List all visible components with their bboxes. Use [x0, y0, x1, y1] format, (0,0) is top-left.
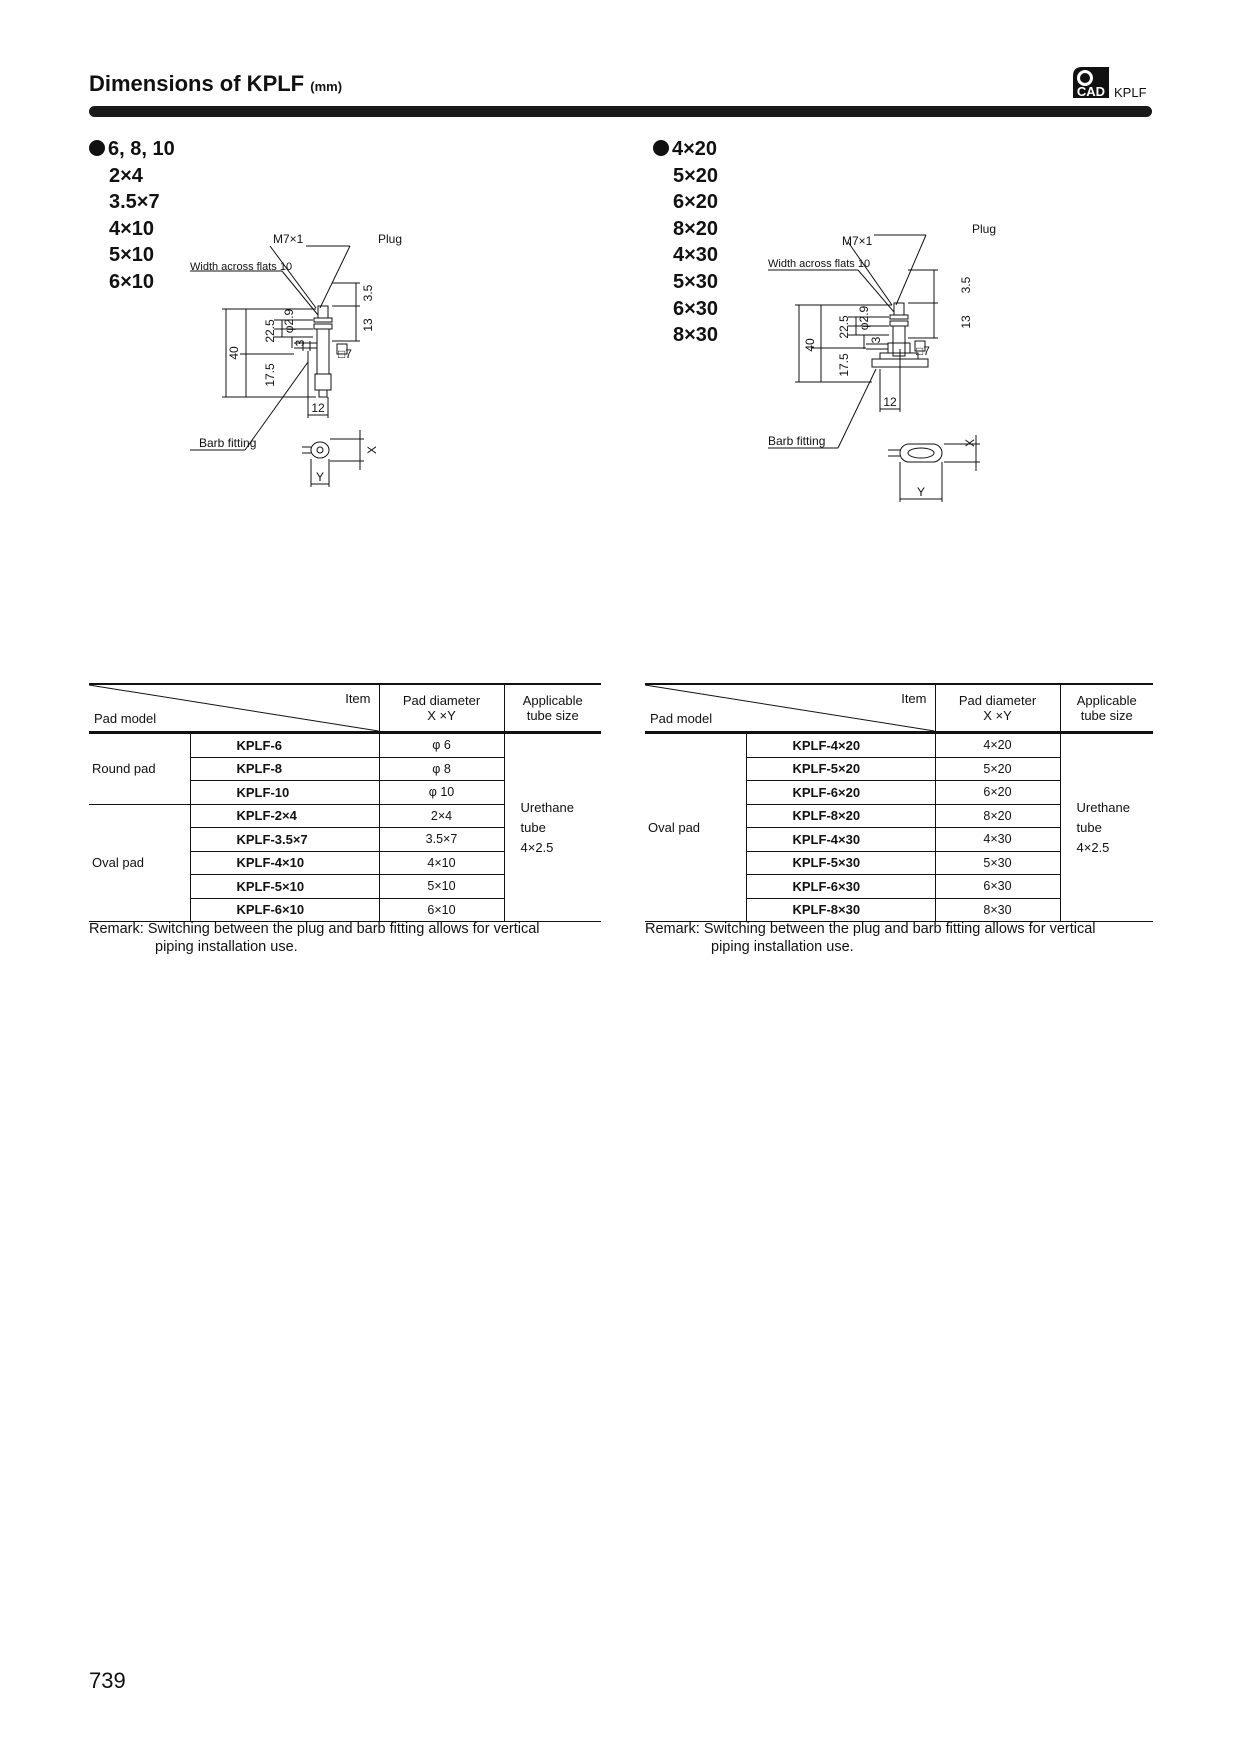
- cad-icon[interactable]: [1072, 66, 1110, 99]
- group-label: Oval pad: [89, 804, 190, 922]
- dim-12: 12: [883, 395, 897, 409]
- table-header-diagonal: [645, 684, 935, 733]
- header-item: Item: [901, 691, 927, 706]
- tube-size-cell: Urethane tube 4×2.5: [1060, 733, 1153, 922]
- dim-12: 12: [311, 401, 325, 415]
- dim-22-5: 22.5: [837, 315, 851, 339]
- model-cell: KPLF-4×10: [190, 851, 379, 875]
- dim-3-5: 3.5: [361, 284, 375, 302]
- header-pad-model: Pad model: [94, 711, 157, 726]
- thread-label: M7×1: [273, 232, 304, 246]
- dim-40: 40: [803, 338, 817, 352]
- dim-square: □7: [916, 344, 930, 358]
- model-cell: KPLF-8×20: [746, 804, 935, 828]
- size-item: 6, 8, 10: [89, 136, 175, 163]
- size-item: 8×30: [673, 324, 719, 347]
- left-size-list: [89, 136, 175, 296]
- dim-13: 13: [959, 315, 973, 329]
- table-row: [89, 733, 601, 758]
- dim-22-5: 22.5: [263, 319, 277, 343]
- right-remark: Remark: Switching between the plug and barb fitting allows for vertical piping installation use.: [645, 921, 1096, 955]
- table-row: [645, 733, 1153, 758]
- model-cell: KPLF-2×4: [190, 804, 379, 828]
- size-item: 5×10: [109, 244, 155, 267]
- left-remark: Remark: Switching between the plug and barb fitting allows for vertical piping installation use.: [89, 921, 540, 955]
- size-item: 5×20: [673, 164, 719, 187]
- model-cell: KPLF-4×20: [746, 733, 935, 758]
- bullet-icon: [653, 140, 669, 156]
- right-size-list: [653, 136, 718, 349]
- header-pad-diameter: Pad diameter X ×Y: [935, 684, 1060, 733]
- model-cell: KPLF-3.5×7: [190, 828, 379, 852]
- cad-label: KPLF: [1114, 85, 1147, 100]
- diameter-cell: φ 10: [379, 781, 504, 805]
- unit-label: (mm): [310, 79, 343, 94]
- dim-phi: φ2.9: [282, 308, 296, 334]
- size-item: 5×30: [673, 270, 719, 293]
- diameter-cell: 8×30: [935, 898, 1060, 922]
- cad-badge-text: CAD: [1076, 84, 1106, 99]
- dim-square: □7: [338, 347, 352, 361]
- diameter-cell: 4×30: [935, 828, 1060, 852]
- dim-13: 13: [361, 318, 375, 332]
- dim-y: Y: [916, 485, 926, 499]
- model-cell: KPLF-6×10: [190, 898, 379, 922]
- diameter-cell: 3.5×7: [379, 828, 504, 852]
- model-cell: KPLF-5×10: [190, 875, 379, 899]
- size-item: 4×20: [653, 136, 718, 163]
- header-tube-size: Applicable tube size: [1060, 684, 1153, 733]
- group-label: Round pad: [89, 733, 190, 805]
- diameter-cell: 8×20: [935, 804, 1060, 828]
- model-cell: KPLF-6×20: [746, 781, 935, 805]
- page-number: 739: [89, 1668, 126, 1693]
- diameter-cell: 4×20: [935, 733, 1060, 758]
- size-item: 8×20: [673, 217, 719, 240]
- diameter-cell: φ 8: [379, 757, 504, 781]
- model-cell: KPLF-5×30: [746, 851, 935, 875]
- thread-label: M7×1: [842, 234, 873, 248]
- dim-17-5: 17.5: [837, 353, 851, 377]
- left-spec-table: [89, 683, 601, 922]
- model-cell: KPLF-6: [190, 733, 379, 758]
- model-cell: KPLF-8×30: [746, 898, 935, 922]
- dim-x: X: [963, 438, 977, 448]
- size-item: 6×30: [673, 297, 719, 320]
- diameter-cell: 6×10: [379, 898, 504, 922]
- page-title: Dimensions of KPLF (mm): [89, 71, 343, 96]
- dim-y: Y: [315, 470, 325, 484]
- plug-label: Plug: [377, 232, 402, 246]
- diameter-cell: φ 6: [379, 733, 504, 758]
- dim-x: X: [365, 445, 379, 455]
- table-header-diagonal: [89, 684, 379, 733]
- model-cell: KPLF-6×30: [746, 875, 935, 899]
- size-item: 6×10: [109, 270, 155, 293]
- dim-3: 3: [869, 336, 883, 344]
- group-label: Oval pad: [645, 733, 746, 922]
- dim-40: 40: [227, 346, 241, 360]
- size-item: 4×30: [673, 244, 719, 267]
- right-spec-table: [645, 683, 1153, 922]
- bullet-icon: [89, 140, 105, 156]
- diameter-cell: 2×4: [379, 804, 504, 828]
- model-cell: KPLF-5×20: [746, 757, 935, 781]
- diameter-cell: 6×20: [935, 781, 1060, 805]
- title-divider: [89, 106, 1152, 117]
- model-cell: KPLF-8: [190, 757, 379, 781]
- size-item: 6×20: [673, 191, 719, 214]
- dim-phi: φ2.9: [857, 305, 871, 331]
- size-item: 3.5×7: [109, 191, 160, 214]
- model-cell: KPLF-4×30: [746, 828, 935, 852]
- diameter-cell: 5×10: [379, 875, 504, 899]
- dim-3-5: 3.5: [959, 276, 973, 294]
- flats-label: Width across flats 10: [768, 258, 871, 270]
- barb-label: Barb fitting: [199, 436, 257, 450]
- header-item: Item: [345, 691, 371, 706]
- diameter-cell: 4×10: [379, 851, 504, 875]
- barb-label: Barb fitting: [768, 434, 826, 448]
- right-dimension-drawing: [768, 215, 1008, 505]
- diameter-cell: 6×30: [935, 875, 1060, 899]
- diameter-cell: 5×30: [935, 851, 1060, 875]
- diameter-cell: 5×20: [935, 757, 1060, 781]
- left-dimension-drawing: [190, 225, 420, 495]
- plug-label: Plug: [971, 222, 996, 236]
- tube-size-cell: Urethane tube 4×2.5: [504, 733, 601, 922]
- size-item: 2×4: [109, 164, 143, 187]
- header-tube-size: Applicable tube size: [504, 684, 601, 733]
- flats-label: Width across flats 10: [190, 261, 293, 273]
- size-item: 4×10: [109, 217, 155, 240]
- dim-3: 3: [293, 339, 307, 347]
- dim-17-5: 17.5: [263, 363, 277, 387]
- header-pad-model: Pad model: [650, 711, 713, 726]
- model-cell: KPLF-10: [190, 781, 379, 805]
- header-pad-diameter: Pad diameter X ×Y: [379, 684, 504, 733]
